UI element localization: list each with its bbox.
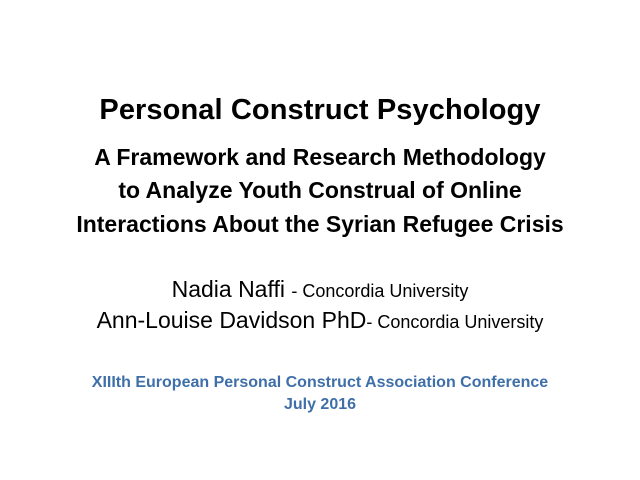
author-2-affiliation: - Concordia University xyxy=(366,312,544,332)
subtitle-line-3: Interactions About the Syrian Refugee Crisis xyxy=(76,211,564,237)
conference-name: XIIIth European Personal Construct Association Conference xyxy=(91,374,549,391)
conference-date: July 2016 xyxy=(283,396,357,413)
author-2 xyxy=(0,307,640,334)
subtitle-line-1: A Framework and Research Methodology xyxy=(94,144,546,170)
author-1-affiliation: - Concordia University xyxy=(291,281,469,301)
author-1 xyxy=(0,276,640,303)
author-1-name: Nadia Naffi xyxy=(171,276,292,302)
author-2-name: Ann-Louise Davidson PhD xyxy=(96,307,367,333)
subtitle-line-2: to Analyze Youth Construal of Online xyxy=(118,177,522,203)
slide-title: Personal Construct Psychology xyxy=(99,94,541,126)
